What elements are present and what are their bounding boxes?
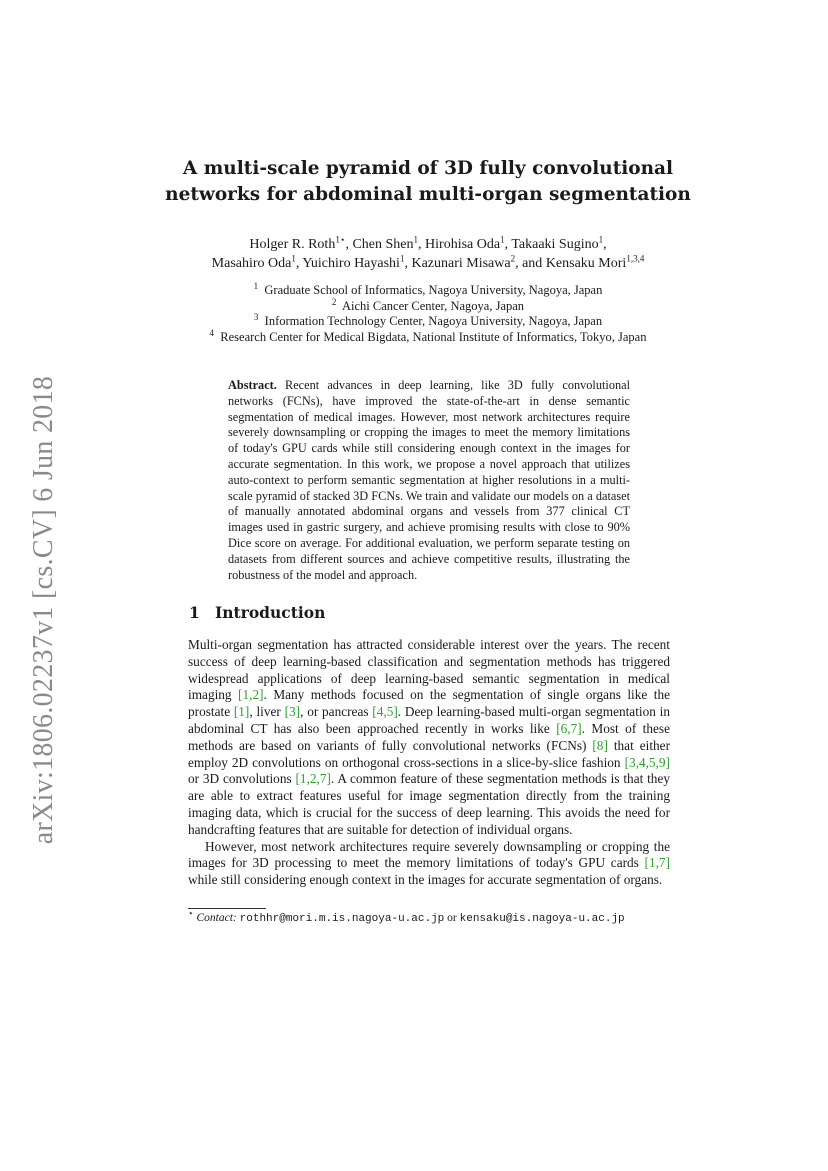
author-separator: , bbox=[504, 237, 512, 252]
citation-link[interactable]: [1,2,7] bbox=[295, 771, 331, 787]
body-text-run: . Many methods focused on the segmentation of single organs like the prostate bbox=[188, 687, 671, 720]
author-line-2 bbox=[130, 254, 726, 273]
citation-link[interactable]: [1] bbox=[233, 704, 250, 720]
footnote bbox=[188, 908, 670, 927]
author-list bbox=[130, 235, 726, 273]
affiliation-text: Information Technology Center, Nagoya University, Nagoya, Japan bbox=[264, 314, 603, 328]
body-text-run: However, most network architectures require severely downsampling or cropping the images for 3D processing to meet the memory limitations of today's GPU cards bbox=[188, 838, 670, 871]
author-affil: 1 bbox=[500, 234, 505, 245]
body-text-run: . Most of these methods are based on variants of fully convolutional networks (FCNs) bbox=[188, 720, 670, 753]
section-number: 1 bbox=[189, 603, 200, 622]
author-line-1 bbox=[130, 235, 726, 254]
author-affil: 2 bbox=[510, 253, 516, 264]
section-title: Introduction bbox=[215, 603, 326, 622]
arxiv-stamp: arXiv:1806.02237v1 [cs.CV] 6 Jun 2018 bbox=[28, 375, 59, 845]
paragraph-1 bbox=[188, 637, 670, 839]
citation-link[interactable]: [1,2] bbox=[238, 687, 264, 703]
author-separator: , bbox=[603, 237, 607, 252]
author-name: Holger R. Roth bbox=[249, 237, 336, 252]
body-text-run: that either employ 2D convolutions on orthogonal cross-sections in a slice-by-slice fashion bbox=[188, 737, 670, 770]
affiliation-number: 1 bbox=[253, 280, 259, 291]
author-name: Masahiro Oda bbox=[211, 256, 292, 271]
author-affil: 1 bbox=[399, 253, 405, 264]
abstract-text: Recent advances in deep learning, like 3D fully convolutional networks (FCNs), have improved the state-of-the-art in dense semantic segmentation of medical images. However, most network architectures require severely downsampling or cropping the images to meet the memory limitations of today's GPU cards while still considering enough context in the images for accurate segmentation. In this work, we propose a novel approach that utilizes auto-context to perform semantic segmentation at higher resolutions in a multi-scale pyramid of stacked 3D FCNs. We train and validate our models on a dataset of manually annotated abdominal organs and vessels from 377 clinical CT images used in gastric surgery, and achieve promising results with close to 90% Dice score on average. For additional evaluation, we perform separate testing on datasets from different sources and achieve competitive results, illustrating the robustness of the model and approach. bbox=[228, 378, 630, 582]
affiliation-text: Aichi Cancer Center, Nagoya, Japan bbox=[341, 298, 525, 313]
footnote-label: Contact: bbox=[196, 912, 237, 924]
title-line-2: networks for abdominal multi-organ segmentation bbox=[165, 184, 691, 205]
footnote-or: or bbox=[447, 912, 457, 924]
author-affil: 1 bbox=[413, 234, 419, 245]
author-name: Hirohisa Oda bbox=[425, 237, 501, 252]
abstract bbox=[228, 378, 630, 583]
author-affil: 1,3,4 bbox=[626, 253, 645, 264]
affiliation bbox=[150, 280, 706, 299]
author-name: Takaaki Sugino bbox=[511, 237, 599, 252]
citation-link[interactable]: [1,7] bbox=[644, 855, 670, 871]
author-separator: , bbox=[295, 256, 303, 271]
footnote-mark: ⋆ bbox=[188, 908, 194, 919]
body-text-run: Multi-organ segmentation has attracted considerable interest over the years. The recent success of deep learning-based classification and segmentation methods has triggered widespread applications of deep learning-based semantic segmentation in medical imaging bbox=[188, 637, 670, 703]
citation-link[interactable]: [4,5] bbox=[372, 704, 398, 720]
author-name: Chen Shen bbox=[352, 237, 414, 252]
section-heading bbox=[189, 603, 325, 622]
body-text-run: . Deep learning-based multi-organ segmentation in abdominal CT has also been approached recently in works like bbox=[188, 704, 670, 736]
author-affil: 1 bbox=[598, 234, 604, 245]
contact-email-1[interactable]: rothhr@mori.m.is.nagoya-u.ac.jp bbox=[239, 913, 445, 925]
author-affil: 1⋆ bbox=[335, 234, 346, 245]
author-name: Kensaku Mori bbox=[545, 256, 627, 271]
contact-email-2[interactable]: kensaku@is.nagoya-u.ac.jp bbox=[459, 913, 625, 925]
author-separator: , bbox=[418, 237, 426, 252]
paper-title bbox=[120, 156, 736, 208]
body-text-run: , liver bbox=[249, 704, 285, 720]
paragraph-2 bbox=[188, 839, 670, 889]
footnote-rule bbox=[188, 908, 266, 909]
author-separator: , and bbox=[515, 256, 546, 271]
citation-link[interactable]: [8] bbox=[592, 737, 608, 753]
author-name: Kazunari Misawa bbox=[411, 256, 511, 271]
body-text-run: , or pancreas bbox=[300, 704, 373, 720]
citation-link[interactable]: [3,4,5,9] bbox=[624, 754, 670, 770]
affiliation-text: Graduate School of Informatics, Nagoya University, Nagoya, Japan bbox=[264, 283, 603, 297]
abstract-label: Abstract. bbox=[228, 378, 277, 392]
affiliation bbox=[150, 296, 706, 315]
author-separator: , bbox=[345, 237, 353, 252]
author-separator: , bbox=[404, 256, 412, 271]
affiliation bbox=[150, 311, 706, 330]
title-line-1: A multi-scale pyramid of 3D fully convolutional bbox=[182, 158, 674, 179]
citation-link[interactable]: [3] bbox=[284, 704, 301, 720]
affiliation-text: Research Center for Medical Bigdata, National Institute of Informatics, Tokyo, Japan bbox=[220, 329, 647, 344]
author-name: Yuichiro Hayashi bbox=[302, 256, 400, 271]
affiliation-list bbox=[150, 280, 706, 345]
body-text bbox=[188, 637, 670, 889]
body-text-run: while still considering enough context in the images for accurate segmentation of organs. bbox=[188, 872, 663, 888]
body-text-run: . A common feature of these segmentation methods is that they are able to extract features useful for image segmentation directly from the training imaging data, which is crucial for the success of deep learning. This avoids the need for handcrafting features that are suitable for detection of individual organs. bbox=[188, 771, 670, 837]
affiliation-number: 3 bbox=[253, 311, 259, 322]
affiliation bbox=[150, 327, 706, 346]
citation-link[interactable]: [6,7] bbox=[556, 720, 582, 736]
affiliation-number: 2 bbox=[331, 296, 337, 307]
author-affil: 1 bbox=[291, 253, 296, 264]
affiliation-number: 4 bbox=[209, 327, 215, 338]
body-text-run: or 3D convolutions bbox=[188, 771, 296, 787]
